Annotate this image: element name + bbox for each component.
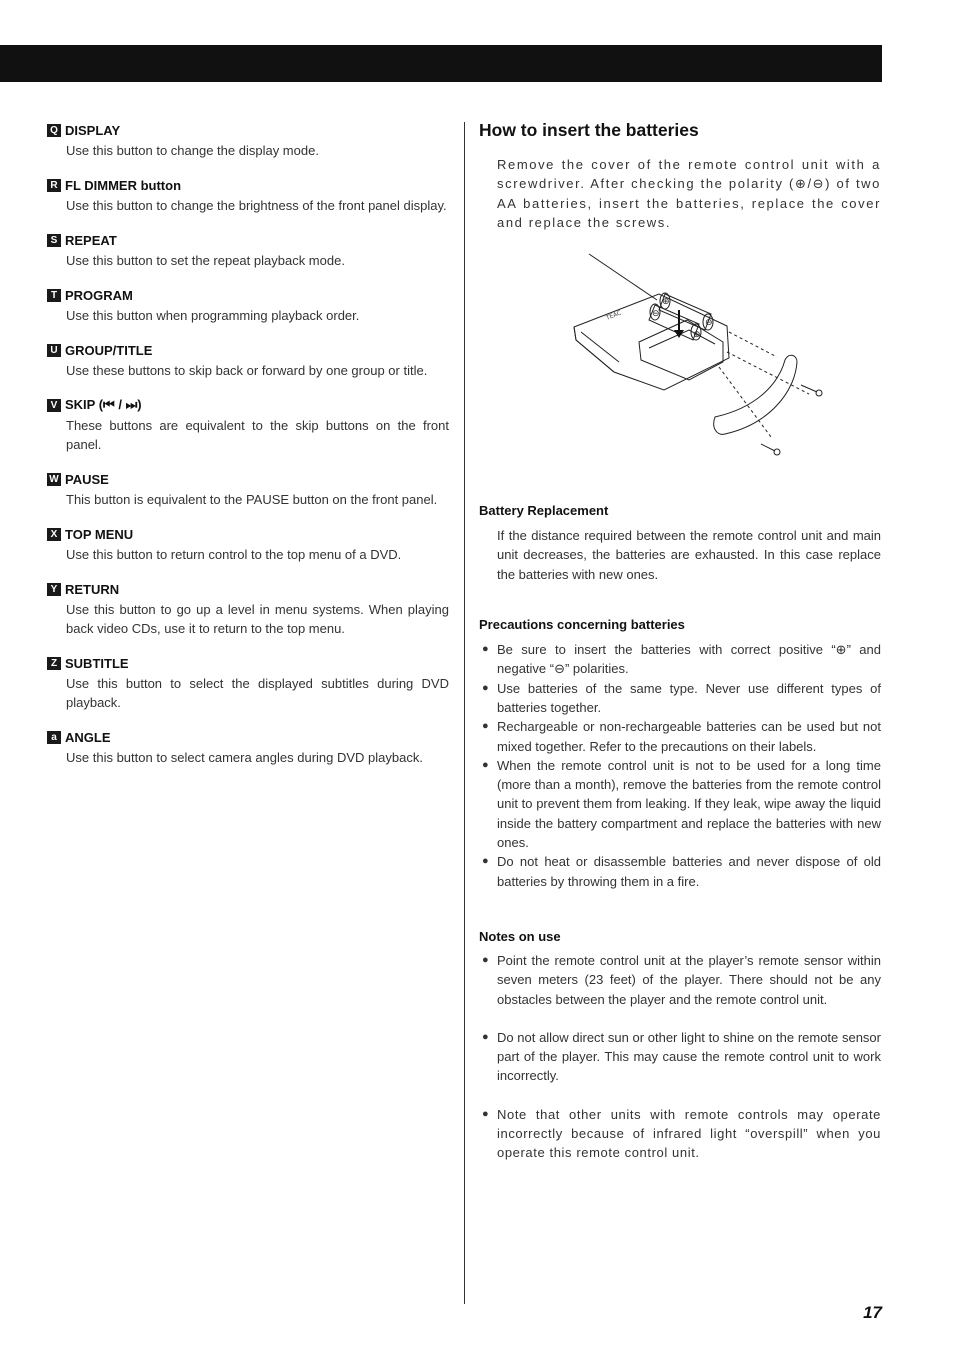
screws xyxy=(761,385,822,455)
remote-brand-label: TEAC xyxy=(605,309,623,323)
key-badge: Y xyxy=(47,583,61,596)
key-badge: R xyxy=(47,179,61,192)
key-badge: U xyxy=(47,344,61,357)
item-title: SUBTITLE xyxy=(65,655,129,671)
item-repeat xyxy=(47,230,449,270)
battery-section xyxy=(479,120,881,1163)
list-item xyxy=(479,1105,881,1163)
list-item xyxy=(479,1028,881,1086)
battery-insertion-illustration xyxy=(479,252,881,477)
key-badge: T xyxy=(47,289,61,302)
plus-mark: ⊕ xyxy=(662,297,670,308)
key-badge: Q xyxy=(47,124,61,137)
bullet-icon: ● xyxy=(482,758,489,771)
bullet-icon: ● xyxy=(482,720,489,733)
item-top-menu xyxy=(47,524,449,564)
item-title: DISPLAY xyxy=(65,122,121,138)
item-title: GROUP/TITLE xyxy=(65,342,153,358)
item-description: Use this button to change the display mode. xyxy=(66,143,319,158)
item-description: Use this button to set the repeat playback mode. xyxy=(66,253,345,268)
item-title: PROGRAM xyxy=(65,287,133,303)
list-item xyxy=(479,717,881,756)
item-title: TOP MENU xyxy=(65,526,134,542)
item-description: Use this button to go up a level in menu systems. When playing back video CDs, use it to return to the top menu. xyxy=(66,602,449,636)
header-bar xyxy=(0,45,882,82)
item-program xyxy=(47,285,449,325)
precautions-list xyxy=(479,640,881,891)
item-description: These buttons are equivalent to the skip buttons on the front panel. xyxy=(66,418,449,452)
list-item xyxy=(479,679,881,718)
item-group-title xyxy=(47,340,449,380)
item-angle xyxy=(47,727,449,767)
plus-mark: ⊕ xyxy=(693,330,701,341)
item-title: RETURN xyxy=(65,581,120,597)
item-description: Use these buttons to skip back or forward by one group or title. xyxy=(66,363,428,378)
minus-mark: ⊖ xyxy=(652,309,660,320)
section-title: How to insert the batteries xyxy=(479,120,699,140)
item-description: This button is equivalent to the PAUSE button on the front panel. xyxy=(66,492,438,507)
item-description: Use this button to select camera angles during DVD playback. xyxy=(66,750,423,765)
list-item-text: Point the remote control unit at the player’s remote sensor within seven meters (23 feet) of the player. There should not be any obstacles between the player and the remote control unit. xyxy=(497,952,881,1007)
list-item-text: Use batteries of the same type. Never use different types of batteries together. xyxy=(497,680,881,715)
list-item-text: Rechargeable or non-rechargeable batteries can be used but not mixed together. Refer to the precautions on their labels. xyxy=(497,719,881,754)
list-item-text: Note that other units with remote controls may operate incorrectly because of infrared light “overspill” when you operate this remote control unit. xyxy=(497,1106,881,1161)
page-number: 17 xyxy=(863,1303,882,1322)
intro-paragraph: Remove the cover of the remote control unit with a screwdriver. After checking the polarity (⊕/⊖) of two AA batteries, insert the batteries, replace the cover and replace the screws. xyxy=(497,157,881,230)
item-title: FL DIMMER button xyxy=(65,177,182,193)
key-badge: X xyxy=(47,528,61,541)
item-subtitle xyxy=(47,653,449,712)
item-fl-dimmer xyxy=(47,175,449,215)
list-item xyxy=(479,852,881,891)
list-item xyxy=(479,951,881,1009)
item-title: ANGLE xyxy=(65,729,111,745)
item-display xyxy=(47,120,449,160)
key-badge: a xyxy=(47,731,61,744)
item-description: Use this button when programming playback order. xyxy=(66,308,360,323)
remote-battery-diagram xyxy=(479,252,881,477)
list-item-text: When the remote control unit is not to be used for a long time (more than a month), remove the batteries from the remote control unit to prevent them from leaking. If they leak, wipe away the liquid inside the battery compartment and replace the batteries with new ones. xyxy=(497,757,881,851)
bullet-icon: ● xyxy=(482,855,489,868)
battery-replacement-text: If the distance required between the remote control unit and main unit decreases, the batteries are exhausted. In this case replace the batteries with new ones. xyxy=(497,528,881,582)
notes-list xyxy=(479,951,881,1163)
bullet-icon: ● xyxy=(482,681,489,694)
item-skip xyxy=(47,395,449,454)
column-divider xyxy=(464,122,465,1304)
guide-lines xyxy=(719,332,809,437)
list-item-text: Do not allow direct sun or other light to shine on the remote sensor part of the player. This may cause the remote control unit to work incorrectly. xyxy=(497,1029,881,1084)
item-pause xyxy=(47,469,449,509)
bullet-icon: ● xyxy=(482,1030,489,1043)
battery-replacement-heading: Battery Replacement xyxy=(479,503,609,519)
item-title: PAUSE xyxy=(65,471,109,487)
key-badge: W xyxy=(47,473,61,486)
minus-mark: ⊖ xyxy=(705,318,713,329)
list-item-text: Do not heat or disassemble batteries and never dispose of old batteries by throwing them in a fire. xyxy=(497,854,881,889)
item-description: Use this button to select the displayed subtitles during DVD playback. xyxy=(66,676,449,710)
notes-heading: Notes on use xyxy=(479,928,561,944)
list-item xyxy=(479,756,881,852)
item-return xyxy=(47,579,449,638)
list-item xyxy=(479,640,881,679)
key-badge: Z xyxy=(47,657,61,670)
item-title: SKIP (⏮ / ⏭) xyxy=(65,397,142,412)
item-title: REPEAT xyxy=(65,232,117,248)
list-item-text: Be sure to insert the batteries with correct positive “⊕” and negative “⊖” polarities. xyxy=(497,642,881,677)
key-badge: S xyxy=(47,234,61,247)
key-badge: V xyxy=(47,399,61,412)
item-description: Use this button to change the brightness of the front panel display. xyxy=(66,198,447,213)
item-description: Use this button to return control to the top menu of a DVD. xyxy=(66,547,402,562)
precautions-heading: Precautions concerning batteries xyxy=(479,617,685,633)
bullet-icon: ● xyxy=(482,1107,489,1120)
bullet-icon: ● xyxy=(482,643,489,656)
remote-edge-line xyxy=(589,254,657,300)
button-descriptions xyxy=(47,120,449,782)
bullet-icon: ● xyxy=(482,953,489,966)
